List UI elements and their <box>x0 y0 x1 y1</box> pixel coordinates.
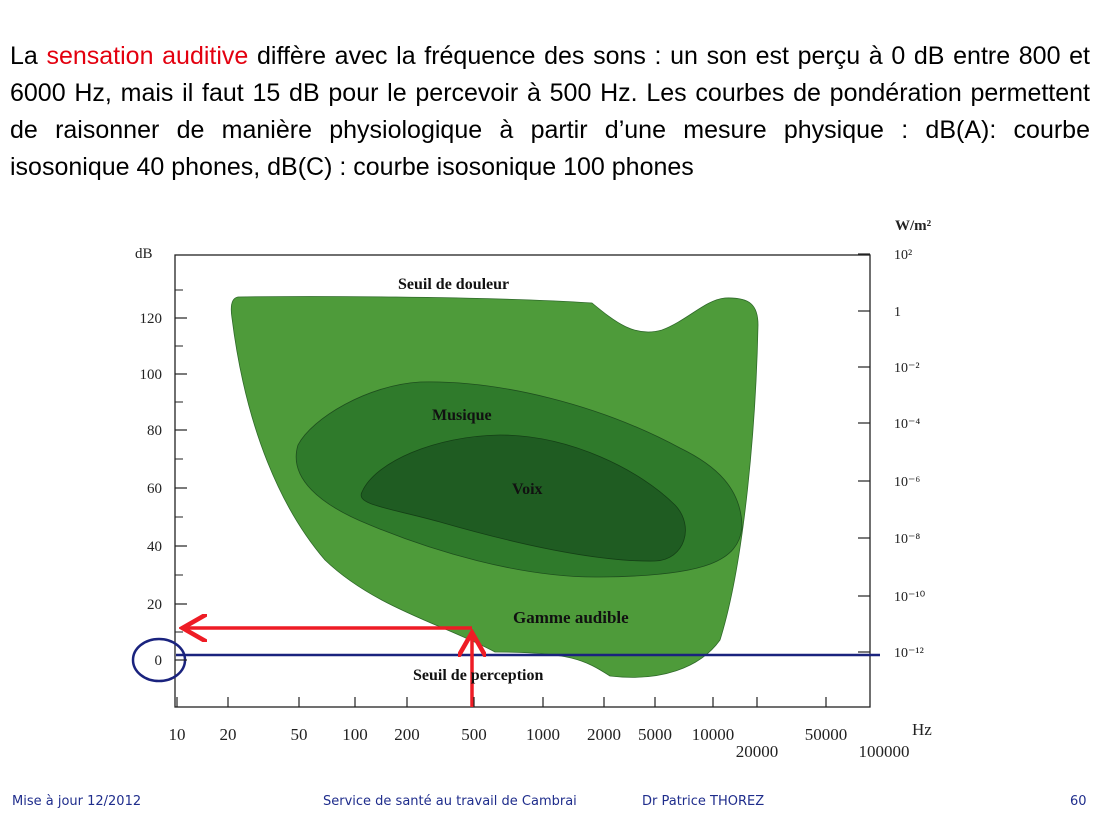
y-left-label: dB <box>135 246 153 262</box>
x-tick-label: 2000 <box>587 725 621 744</box>
y-right-tick-label: 10⁻² <box>894 361 920 376</box>
y-left-tick-label: 0 <box>154 653 162 669</box>
x-tick-label: 100 <box>342 725 368 744</box>
x-label: Hz <box>912 720 932 739</box>
intro-after: diffère avec la fréquence des sons : un son est perçu à 0 dB entre 800 et 6000 Hz, mais il faut 15 dB pour le percevoir à 500 Hz. Les courbes de pondération permettent de raisonner de manière physiologique à partir d’une mesure physique : dB(A): courbe isosonique 40 phones, dB(C) : courbe isosonique 100 phones <box>10 42 1090 181</box>
footer-date: Mise à jour 12/2012 <box>12 794 142 809</box>
y-left-tick-label: 120 <box>139 311 162 327</box>
x-tick-label: 1000 <box>526 725 560 744</box>
y-left-tick-label: 40 <box>147 539 162 555</box>
x-tick-label: 20 <box>219 725 237 744</box>
y-left-tick-label: 100 <box>139 367 162 383</box>
y-left-tick-label: 60 <box>147 481 162 497</box>
y-left-tick-label: 20 <box>147 597 162 613</box>
x-tick-label: 100000 <box>858 742 910 761</box>
x-tick-label: 5000 <box>638 725 672 744</box>
y-right-tick-label: 10⁻⁸ <box>894 532 921 547</box>
intro-before: La <box>10 42 47 70</box>
y-right-tick-label: 10⁻⁴ <box>894 417 921 432</box>
y-left-tick-label: 80 <box>147 423 162 439</box>
x-tick-label: 10000 <box>691 725 735 744</box>
voice-label: Voix <box>512 481 543 498</box>
y-right-label: W/m² <box>895 218 932 234</box>
x-tick-label: 10 <box>168 725 186 744</box>
footer-author: Dr Patrice THOREZ <box>642 794 765 809</box>
y-right-tick-label: 10⁻⁶ <box>894 475 921 490</box>
x-tick-label: 500 <box>461 725 487 744</box>
y-right-tick-label: 1 <box>894 305 901 320</box>
x-tick-label: 20000 <box>735 742 779 761</box>
music-label: Musique <box>432 407 492 424</box>
intro-highlight: sensation auditive <box>46 42 249 70</box>
perception-threshold-label: Seuil de perception <box>413 667 544 684</box>
y-right-tick-label: 10⁻¹⁰ <box>894 590 926 605</box>
x-tick-label: 50000 <box>804 725 848 744</box>
pain-threshold-label: Seuil de douleur <box>398 276 510 293</box>
footer-service: Service de santé au travail de Cambrai <box>323 794 577 809</box>
footer-page: 60 <box>1070 794 1087 809</box>
x-tick-label: 50 <box>290 725 308 744</box>
audible-range-label: Gamme audible <box>513 608 629 627</box>
x-tick-label: 200 <box>394 725 420 744</box>
y-right-tick-label: 10² <box>894 248 913 263</box>
y-right-tick-label: 10⁻¹² <box>894 646 924 661</box>
